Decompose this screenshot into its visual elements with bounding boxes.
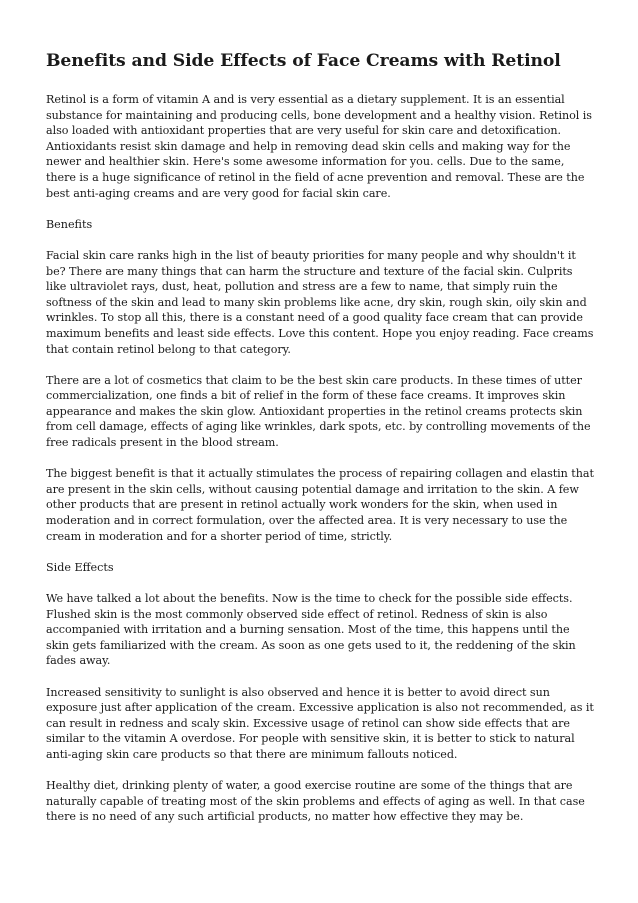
benefits-paragraph-2: There are a lot of cosmetics that claim to be the best skin care products. In these times of utter commercialization, one finds a bit of relief in the form of these face creams. It improves skin appearance and makes the skin glow. Antioxidant properties in the retinol creams protects skin from cell damage, effects of aging like wrinkles, dark spots, etc. by controlling movements of the free radicals present in the blood stream. bbox=[46, 373, 591, 450]
benefits-paragraph-1: Facial skin care ranks high in the list of beauty priorities for many people and why shouldn't it be? There are many things that can harm the structure and texture of the facial skin. Culprits like ultraviolet rays, dust, heat, pollution and stress are a few to name, that simply ruin the softness of the skin and lead to many skin problems like acne, dry skin, rough skin, oily skin and wrinkles. To stop all this, there is a constant need of a good quality face cream that can provide maximum benefits and least side effects. Love this content. Hope you enjoy reading. Face creams that contain retinol belong to that category. bbox=[46, 248, 594, 356]
side-effects-paragraph-3: Healthy diet, drinking plenty of water, a good exercise routine are some of the things that are naturally capable of treating most of the skin problems and effects of aging as well. In that case there is no need of any such artificial products, no matter how effective they may be. bbox=[46, 779, 585, 824]
intro-paragraph: Retinol is a form of vitamin A and is very essential as a dietary supplement. It is an essential substance for maintaining and producing cells, bone development and a healthy vision. Retinol is also loaded with antioxidant properties that are very useful for skin care and detoxification. Antioxidants resist skin damage and help in removing dead skin cells and making way for the newer and healthier skin. Here's some awesome information for you. cells. Due to the same, there is a huge significance of retinol in the field of acne prevention and removal. These are the best anti-aging creams and are very good for facial skin care. bbox=[46, 93, 592, 200]
benefits-paragraph-3: The biggest benefit is that it actually stimulates the process of repairing collagen and elastin that are present in the skin cells, without causing potential damage and irritation to the skin. A few other products that are present in retinol actually work wonders for the skin, when used in moderation and in correct formulation, over the affected area. It is very necessary to use the cream in moderation and for a shorter period of time, strictly. bbox=[46, 467, 594, 543]
benefits-heading: Benefits bbox=[46, 217, 93, 231]
side-effects-heading: Side Effects bbox=[46, 560, 114, 574]
side-effects-paragraph-2: Increased sensitivity to sunlight is also observed and hence it is better to avoid direct sun exposure just after application of the cream. Excessive application is also not recommended, as it can result in redness and scaly skin. Excessive usage of retinol can show side effects that are similar to the vitamin A overdose. For people with sensitive skin, it is better to stick to natural anti-aging skin care products so that there are minimum fallouts noticed. bbox=[46, 685, 594, 761]
document-title: Benefits and Side Effects of Face Creams with Retinol bbox=[46, 51, 561, 71]
document-page bbox=[46, 38, 594, 841]
side-effects-paragraph-1: We have talked a lot about the benefits. Now is the time to check for the possible side effects. Flushed skin is the most commonly observed side effect of retinol. Redness of skin is also accompanied with irritation and a burning sensation. Most of the time, this happens until the skin gets familiarized with the cream. As soon as one gets used to it, the reddening of the skin fades away. bbox=[46, 592, 576, 668]
